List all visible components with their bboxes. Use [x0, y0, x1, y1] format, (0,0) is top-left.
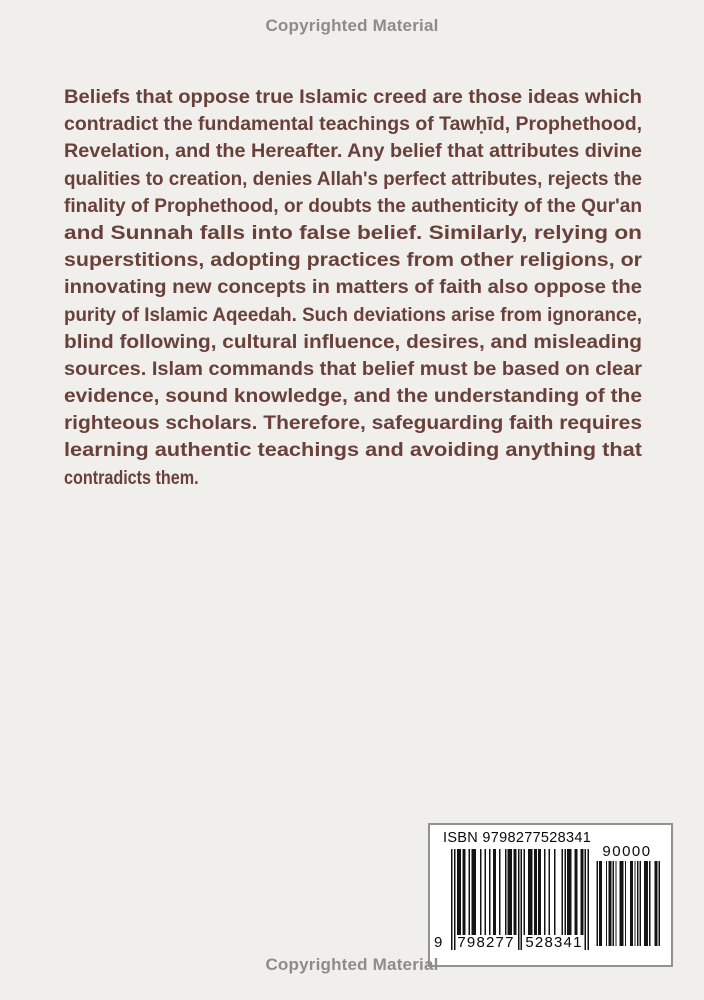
top-copyright-notice: Copyrighted Material — [265, 16, 439, 35]
svg-text:finality of Prophethood, or do: finality of Prophethood, or doubts the authenticity of the Qur'an — [64, 195, 643, 217]
svg-text:superstitions, adopting practi: superstitions, adopting practices from other religions, or — [64, 250, 643, 272]
svg-text:and Sunnah falls into false be: and Sunnah falls into false belief. Similarly, relying on — [64, 222, 642, 244]
blurb-line — [64, 355, 644, 382]
ean5-addon — [593, 843, 661, 946]
blurb-line — [64, 328, 644, 355]
svg-text:contradict the fundamental tea: contradict the fundamental teachings of Tawḥīd, Prophethood, — [64, 114, 642, 136]
svg-text:righteous scholars. Therefore,: righteous scholars. Therefore, safeguarding faith requires — [64, 413, 642, 435]
svg-text:contradicts them.: contradicts them. — [64, 466, 199, 488]
svg-text:learning authentic teachings a: learning authentic teachings and avoiding anything that — [64, 440, 643, 462]
blurb-line — [64, 273, 644, 300]
svg-text:purity of Islamic Aqeedah. Suc: purity of Islamic Aqeedah. Such deviations arise from ignorance, — [64, 304, 642, 326]
ean13-digits-group1: 798277 — [457, 934, 515, 951]
svg-text:blind following, cultural infl: blind following, cultural influence, desires, and misleading — [64, 331, 642, 353]
blurb-line — [64, 219, 644, 246]
blurb-line — [64, 137, 644, 164]
blurb-line — [64, 301, 644, 328]
svg-text:Beliefs that oppose true Islam: Beliefs that oppose true Islamic creed are those ideas which — [64, 87, 642, 108]
svg-text:sources. Islam commands that b: sources. Islam commands that belief must be based on clear — [64, 358, 643, 380]
blurb-line — [64, 464, 644, 491]
blurb-line — [64, 382, 644, 409]
bottom-copyright-notice: Copyrighted Material — [265, 955, 439, 974]
blurb-line — [64, 436, 644, 463]
ean13-digit-left: 9 — [434, 934, 443, 951]
svg-text:Revelation, and the Hereafter.: Revelation, and the Hereafter. Any belief that attributes divine — [64, 141, 642, 163]
blurb-line — [64, 83, 644, 110]
blurb-line — [64, 246, 644, 273]
ean5-bars — [595, 861, 660, 946]
ean13-digits-group2: 528341 — [525, 934, 583, 951]
blurb-paragraph — [64, 83, 644, 491]
svg-text:evidence, sound knowledge, and: evidence, sound knowledge, and the understanding of the — [64, 386, 642, 408]
svg-text:innovating new concepts in mat: innovating new concepts in matters of faith also oppose the — [64, 277, 642, 299]
isbn-label: ISBN 9798277528341 — [443, 830, 592, 846]
blurb-line — [64, 110, 644, 137]
blurb-line — [64, 409, 644, 436]
ean13-barcode — [434, 849, 589, 952]
blurb-line — [64, 192, 644, 219]
addon-price-code: 90000 — [602, 843, 652, 860]
blurb-line — [64, 165, 644, 192]
svg-text:qualities to creation, denies: qualities to creation, denies Allah's perfect attributes, rejects the — [64, 168, 642, 190]
barcode-panel — [428, 823, 673, 967]
